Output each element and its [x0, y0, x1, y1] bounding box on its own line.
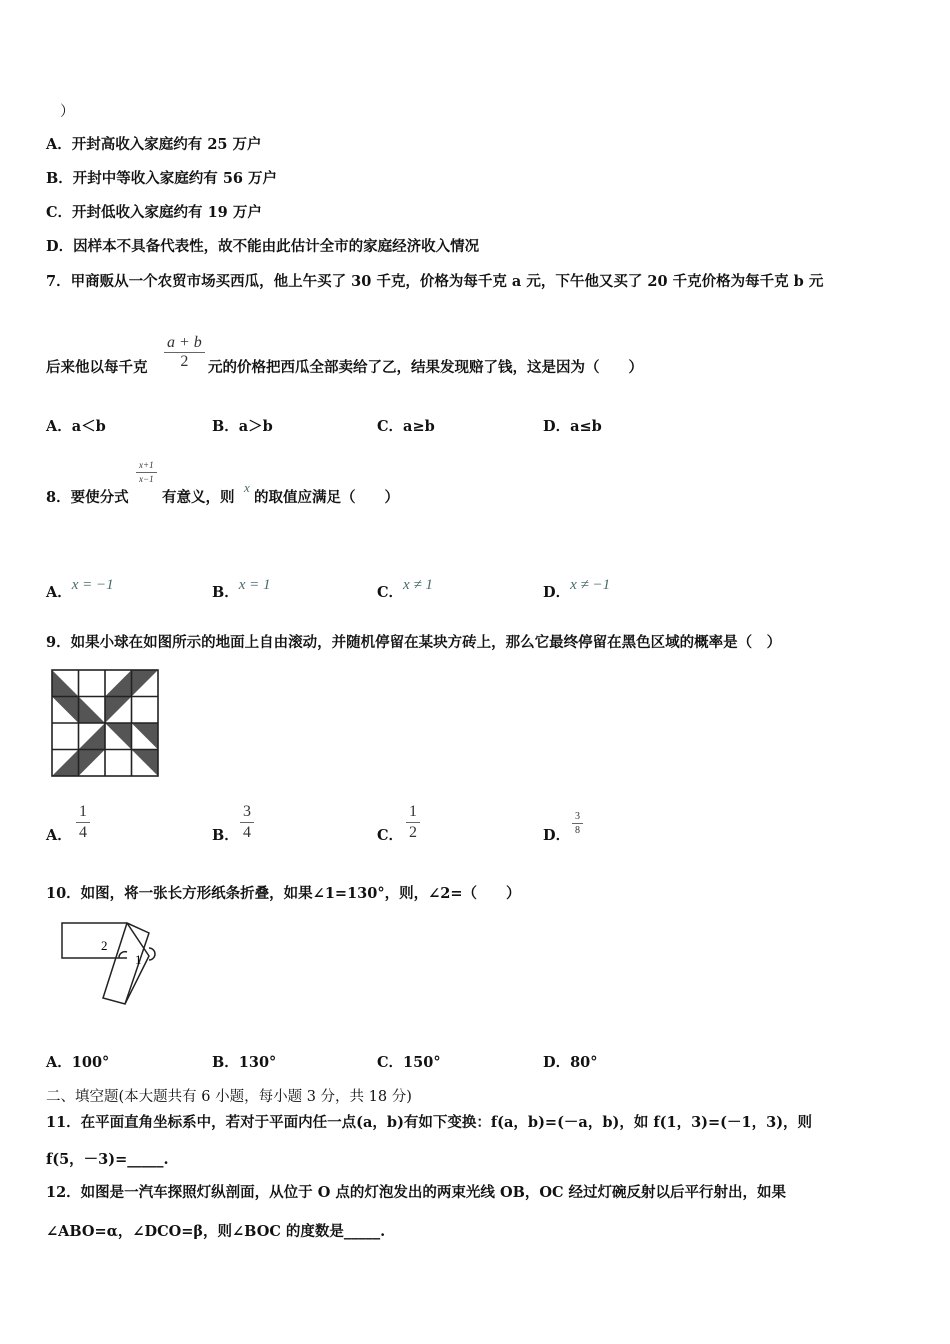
section-2-heading: 二、填空题(本大题共有 6 小题，每小题 3 分，共 18 分) [46, 1089, 412, 1105]
fraction-denominator: 2 [180, 353, 189, 370]
q10-option-a: A．100° [46, 1054, 110, 1071]
q6-tail: ） [60, 104, 75, 120]
fraction-numerator: 3 [572, 810, 583, 824]
q12-line1: 12．如图是一汽车探照灯纵剖面，从位于 O 点的灯泡发出的两束光线 OB，OC 经过灯碗反射以后平行射出，如果 [46, 1184, 787, 1201]
q9-option-a-fraction [76, 802, 90, 843]
q9-text: 9．如果小球在如图所示的地面上自由滚动，并随机停留在某块方砖上，那么它最终停留在黑色区域的概率是（ ） [46, 634, 782, 651]
q7-option-c: C．a≥b [377, 418, 435, 435]
q8-variable: x [244, 480, 250, 495]
q8-option-d: D．x ≠ −1 [543, 577, 611, 601]
fraction-numerator: a + b [164, 334, 205, 353]
q8-option-b: B．x = 1 [212, 577, 271, 601]
q11-line2: f(5，－3)=_____. [46, 1151, 169, 1168]
q8-option-a: A．x = −1 [46, 577, 114, 601]
q8-fraction [136, 459, 157, 486]
q6-option-a: A．开封高收入家庭约有 25 万户 [46, 136, 262, 153]
folded-strip-figure [55, 918, 165, 1008]
q11-line1: 11．在平面直角坐标系中，若对于平面内任一点(a，b)有如下变换：f(a，b)=(－a，b)，如 f(1，3)=(－1，3)，则 [46, 1114, 813, 1131]
q9-option-c: C． [377, 827, 404, 844]
q9-option-c-fraction [406, 802, 420, 843]
fraction-denominator: x−1 [139, 474, 154, 484]
q10-option-c: C．150° [377, 1054, 441, 1071]
fraction-denominator: 2 [409, 824, 417, 841]
fraction-denominator: 8 [575, 825, 580, 836]
fraction-denominator: 4 [79, 824, 87, 841]
q10-text: 10．如图，将一张长方形纸条折叠，如果∠1=130°，则，∠2=（ ） [46, 885, 521, 902]
q9-option-d: D． [543, 827, 571, 844]
q6-option-c: C．开封低收入家庭约有 19 万户 [46, 204, 262, 221]
q7-line1: 7．甲商贩从一个农贸市场买西瓜，他上午买了 30 千克，价格为每千克 a 元，下午他又买了 20 千克价格为每千克 b 元 [46, 273, 824, 290]
q9-option-d-fraction [572, 810, 583, 837]
q9-option-b-fraction [240, 802, 254, 843]
q12-line2: ∠ABO=α，∠DCO=β，则∠BOC 的度数是_____. [46, 1223, 386, 1240]
fraction-numerator: 1 [76, 802, 90, 823]
q7-line2-pre: 后来他以每千克 [46, 359, 148, 376]
q10-option-d: D．80° [543, 1054, 598, 1071]
q7-option-a: A．a＜b [46, 418, 106, 435]
tile-grid-figure [50, 668, 160, 782]
q9-option-b: B． [212, 827, 239, 844]
q7-fraction [164, 334, 205, 371]
fraction-numerator: 1 [406, 802, 420, 823]
q6-option-d: D．因样本不具备代表性，故不能由此估计全市的家庭经济收入情况 [46, 238, 480, 255]
fraction-numerator: x+1 [136, 459, 157, 473]
q7-option-d: D．a≤b [543, 418, 602, 435]
q8-pre: 8．要使分式 [46, 489, 129, 506]
angle-2-label: 2 [101, 938, 108, 953]
q10-option-b: B．130° [212, 1054, 277, 1071]
q6-option-b: B．开封中等收入家庭约有 56 万户 [46, 170, 278, 187]
q8-post: 的取值应满足（ ） [254, 489, 399, 506]
q7-line2-post: 元的价格把西瓜全部卖给了乙，结果发现赔了钱，这是因为（ ） [208, 359, 643, 376]
q7-option-b: B．a＞b [212, 418, 273, 435]
fraction-denominator: 4 [243, 824, 251, 841]
q8-mid: 有意义，则 [162, 489, 235, 506]
angle-1-label: 1 [135, 952, 142, 967]
q9-option-a: A． [46, 827, 72, 844]
fraction-numerator: 3 [240, 802, 254, 823]
q8-option-c: C．x ≠ 1 [377, 577, 433, 601]
